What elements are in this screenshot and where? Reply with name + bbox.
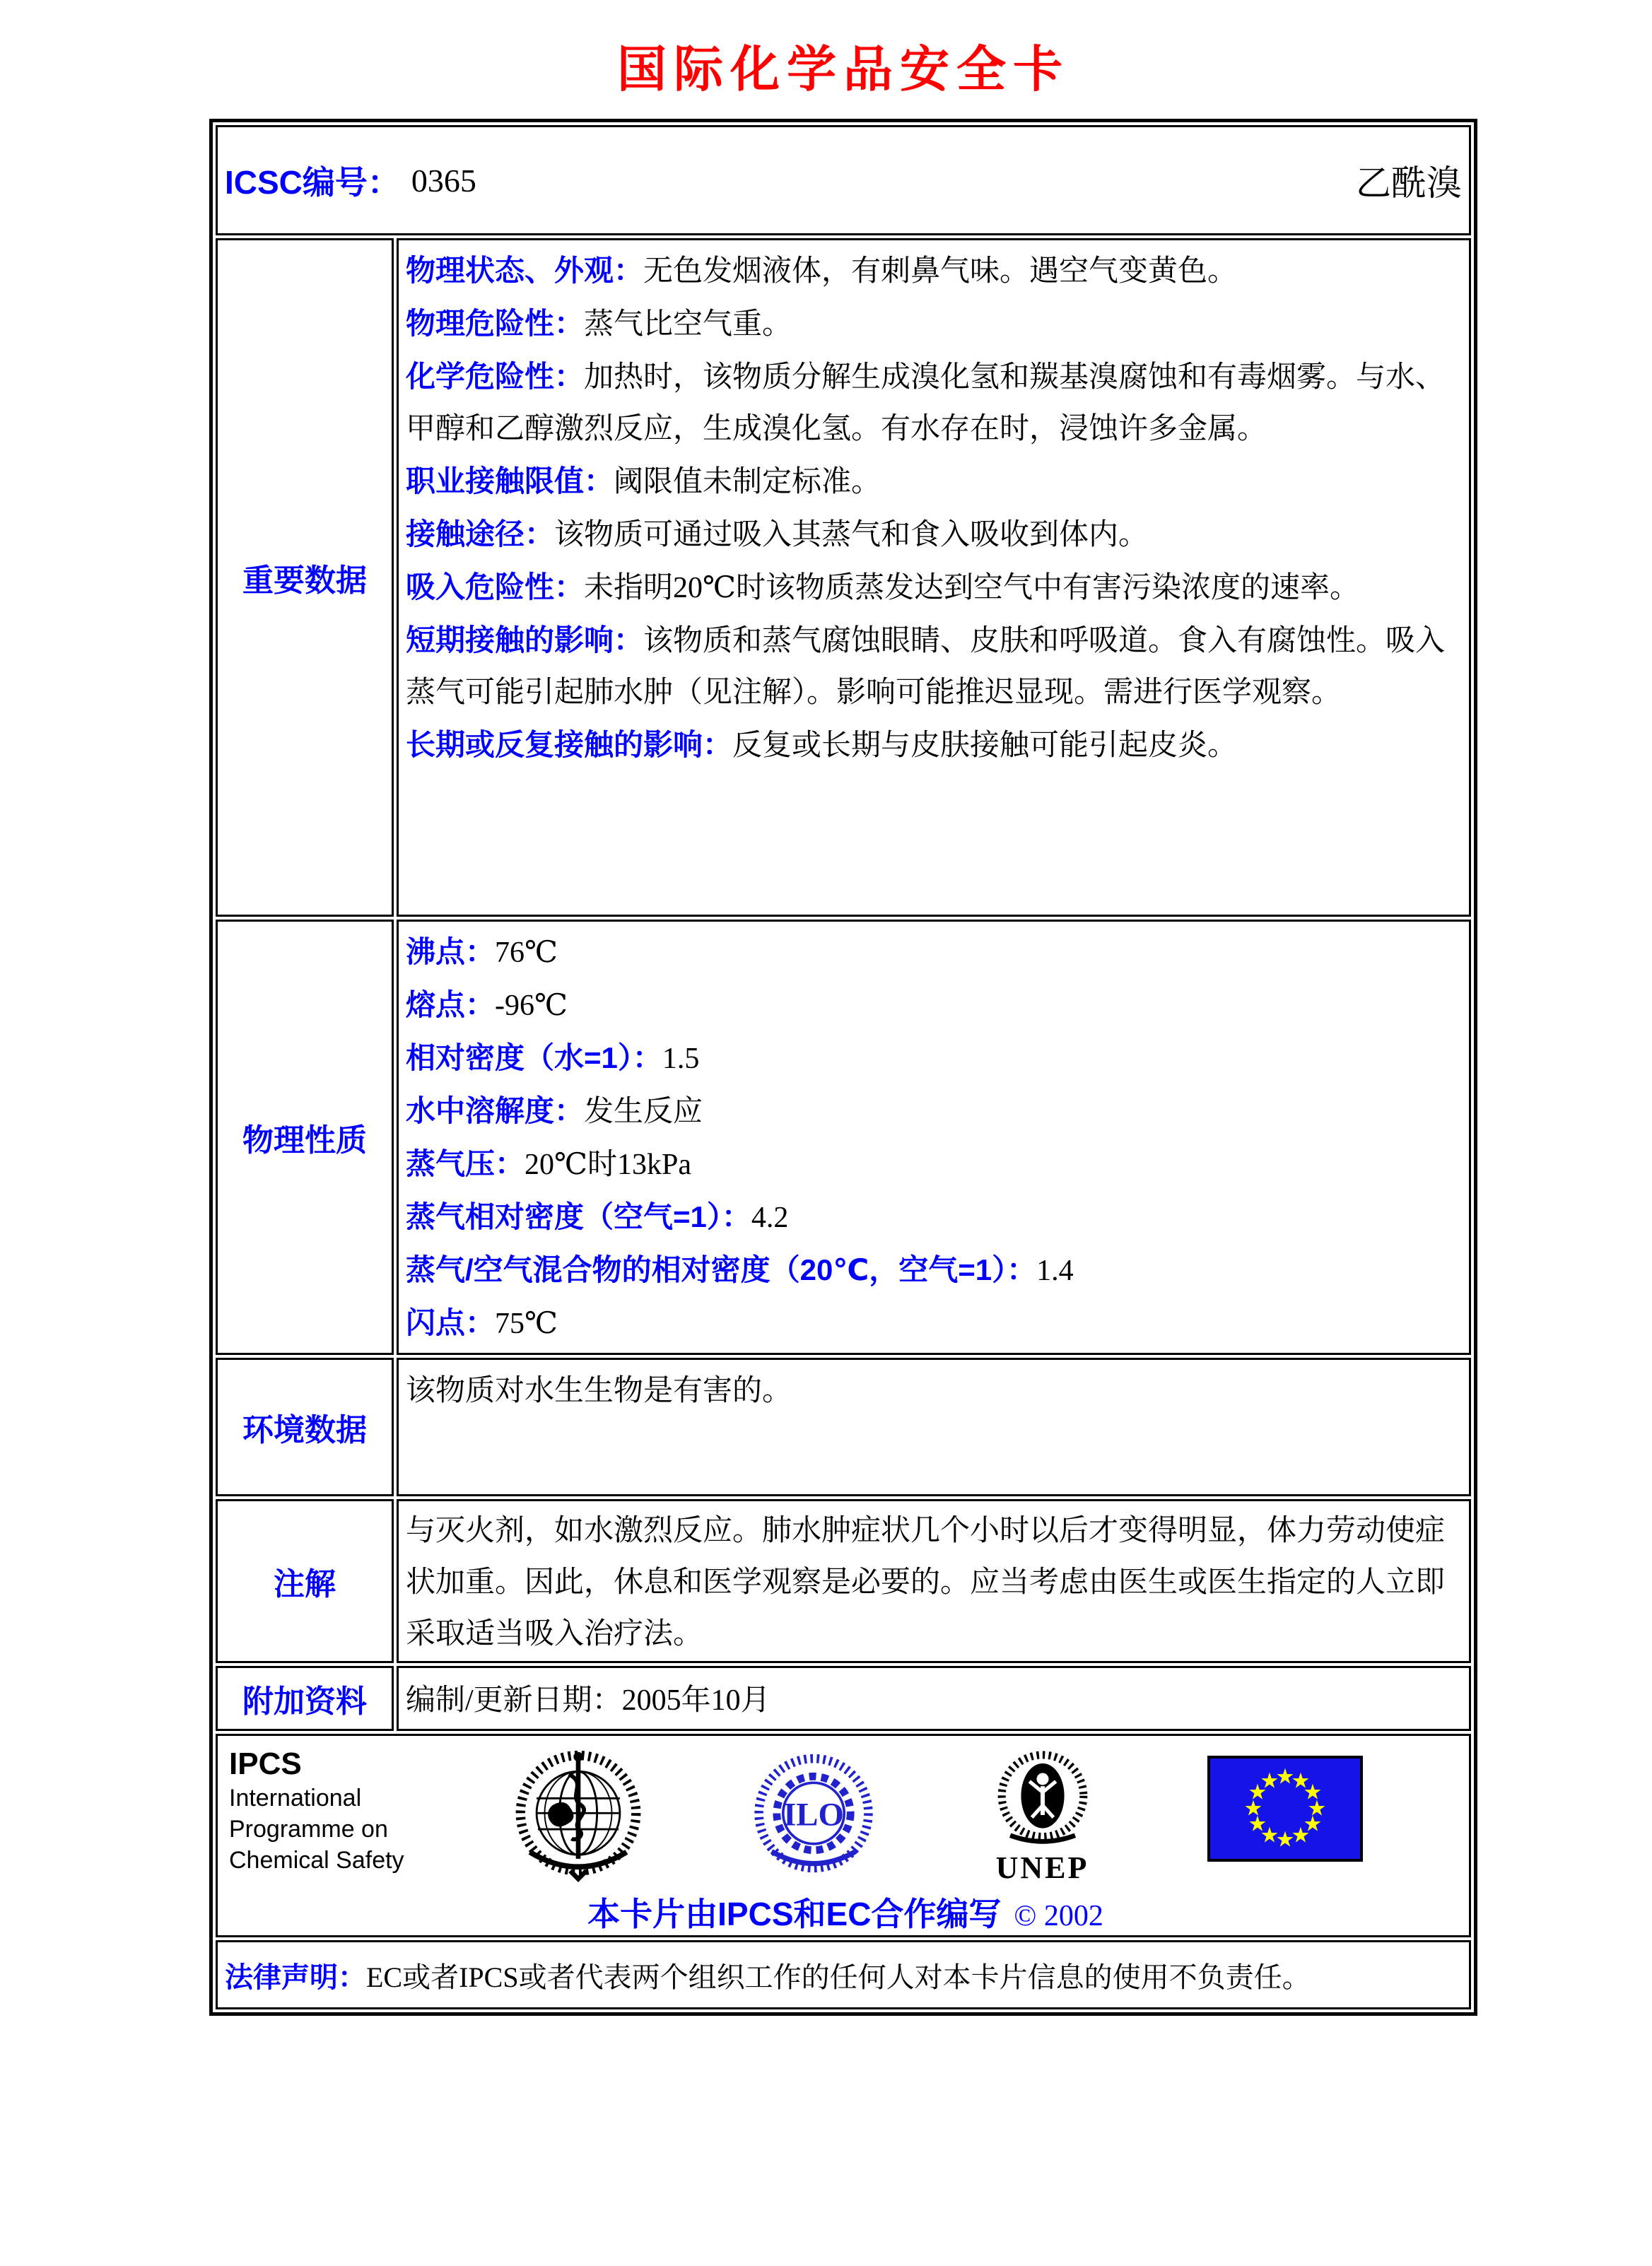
legal-notice-text: EC或者IPCS或者代表两个组织工作的任何人对本卡片信息的使用不负责任。 (366, 1961, 1311, 1993)
field-vapour-density: 蒸气相对密度（空气=1）：4.2 (406, 1200, 789, 1234)
icsc-number-label: ICSC编号： (225, 164, 400, 201)
field-exposure-routes: 接触途径：该物质可通过吸入其蒸气和食入吸收到体内。 (406, 517, 1149, 551)
who-logo-icon (511, 1746, 645, 1887)
section-label: 环境数据 (242, 1413, 367, 1448)
notes-text: 与灭火剂，如水激烈反应。肺水肿症状几个小时以后才变得明显，体力劳动使症状加重。因此，休息和医学观察是必要的。应当考虑由医生或医生指定的人立即采取适当吸入治疗法。 (406, 1515, 1446, 1650)
unep-logo-icon (983, 1746, 1103, 1852)
svg-text:★: ★ (1248, 1780, 1267, 1804)
field-flash-point: 闪点：75℃ (406, 1306, 558, 1340)
svg-text:★: ★ (1307, 1797, 1327, 1821)
svg-text:★: ★ (1275, 1828, 1295, 1852)
field-physical-danger: 物理危险性：蒸气比空气重。 (406, 307, 792, 341)
field-short-term-effects: 短期接触的影响：该物质和蒸气腐蚀眼睛、皮肤和呼吸道。食入有腐蚀性。吸入蒸气可能引起肺水肿（见注解）。影响可能推迟显现。需进行医学观察。 (406, 623, 1446, 709)
field-long-term-effects: 长期或反复接触的影响：反复或长期与皮肤接触可能引起皮炎。 (406, 728, 1238, 762)
svg-text:★: ★ (1260, 1824, 1279, 1848)
ipcs-text-block: IPCS International Programme on Chemical Safety (229, 1746, 406, 1876)
row-environmental-data (216, 1358, 1471, 1496)
ilo-logo-icon (750, 1746, 877, 1887)
field-inhalation-risk: 吸入危险性：未指明20℃时该物质蒸发达到空气中有害污染浓度的速率。 (406, 570, 1360, 604)
ipcs-acronym: IPCS (229, 1747, 302, 1781)
unep-logo-text: UNEP (995, 1850, 1089, 1885)
row-additional-info (216, 1666, 1471, 1731)
environmental-text: 该物质对水生生物是有害的。 (406, 1375, 792, 1407)
environmental-data-label-cell (216, 1358, 394, 1496)
field-melting-point: 熔点：-96℃ (406, 988, 568, 1022)
icsc-header-cell (216, 125, 1471, 235)
icsc-number-value: 0365 (411, 162, 476, 199)
eu-flag-icon (1207, 1756, 1363, 1862)
row-logos (216, 1734, 1471, 1937)
svg-text:★: ★ (1248, 1812, 1267, 1836)
icsc-card (209, 119, 1477, 2016)
svg-text:★: ★ (1291, 1824, 1311, 1848)
page-title: 国际化学品安全卡 (617, 43, 1070, 98)
additional-info-content (397, 1666, 1471, 1731)
additional-info-label-cell (216, 1666, 394, 1731)
svg-text:★: ★ (1243, 1797, 1263, 1821)
notes-label-cell (216, 1499, 394, 1663)
logos-cell (216, 1734, 1471, 1937)
field-vapour-air-density: 蒸气/空气混合物的相对密度（20℃，空气=1）：1.4 (406, 1253, 1074, 1287)
field-occupational-limit: 职业接触限值：阈限值未制定标准。 (406, 464, 881, 498)
unep-logo-block (983, 1746, 1103, 1884)
field-water-solubility: 水中溶解度：发生反应 (406, 1094, 703, 1128)
row-important-data (216, 238, 1471, 917)
field-vapour-pressure: 蒸气压：20℃时13kPa (406, 1147, 691, 1181)
legal-notice-label: 法律声明： (225, 1961, 366, 1993)
section-label: 注解 (274, 1567, 336, 1602)
field-physical-state: 物理状态、外观：无色发烟液体，有刺鼻气味。遇空气变黄色。 (406, 254, 1238, 288)
svg-text:★: ★ (1275, 1765, 1295, 1789)
credit-copyright: © 2002 (1014, 1900, 1103, 1932)
credit-text: 本卡片由IPCS和EC合作编写 (587, 1896, 1002, 1932)
important-data-content (397, 238, 1471, 917)
svg-text:ILO: ILO (783, 1796, 844, 1833)
field-boiling-point: 沸点：76℃ (406, 935, 558, 969)
svg-text:★: ★ (1260, 1769, 1279, 1793)
section-label: 重要数据 (242, 563, 367, 598)
field-relative-density: 相对密度（水=1）：1.5 (406, 1041, 700, 1075)
field-chemical-danger: 化学危险性：加热时，该物质分解生成溴化氢和羰基溴腐蚀和有毒烟雾。与水、甲醇和乙醇激烈反应，生成溴化氢。有水存在时，浸蚀许多金属。 (406, 360, 1446, 445)
physical-properties-content (397, 920, 1471, 1355)
chemical-name: 乙酰溴 (1356, 163, 1462, 203)
important-data-label-cell (216, 238, 394, 917)
svg-text:★: ★ (1291, 1769, 1311, 1793)
physical-properties-label-cell (216, 920, 394, 1355)
section-label: 附加资料 (242, 1684, 367, 1719)
legal-notice-cell (216, 1940, 1471, 2009)
additional-info-text: 编制/更新日期：2005年10月 (406, 1684, 771, 1717)
logo-strip (229, 1746, 1363, 1887)
row-notes (216, 1499, 1471, 1663)
svg-text:★: ★ (1303, 1812, 1323, 1836)
svg-text:★: ★ (1303, 1780, 1323, 1804)
row-legal-notice (216, 1940, 1471, 2009)
environmental-data-content (397, 1358, 1471, 1496)
section-label: 物理性质 (242, 1123, 367, 1158)
row-icsc-header (216, 125, 1471, 235)
notes-content (397, 1499, 1471, 1663)
row-physical-properties (216, 920, 1471, 1355)
credit-line (229, 1889, 1462, 1935)
